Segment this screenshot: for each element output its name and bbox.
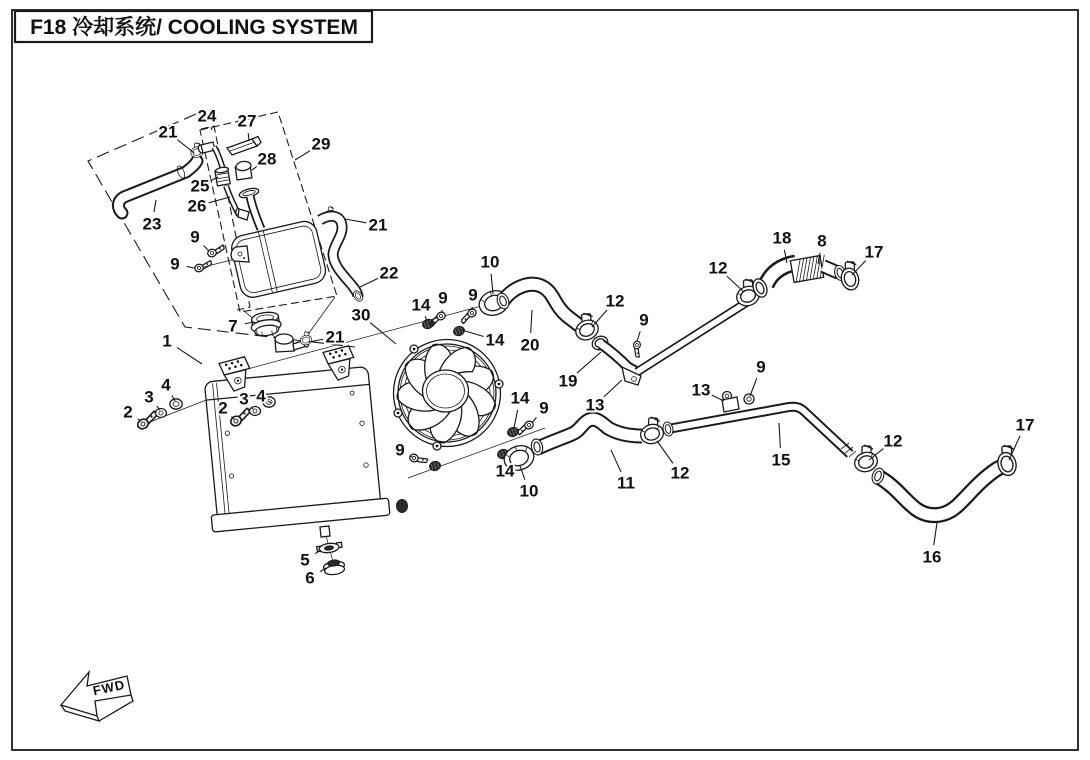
part-callout-24: 24 <box>197 106 217 126</box>
drain-washer <box>316 542 342 554</box>
part-callout-3: 3 <box>239 389 249 409</box>
page-title: F18 冷却系统/ COOLING SYSTEM <box>30 16 358 39</box>
leader-line <box>295 150 311 160</box>
part-callout-16: 16 <box>922 547 942 567</box>
leader-line <box>462 330 484 337</box>
leader-line <box>779 423 780 448</box>
leader-line <box>252 408 253 409</box>
part-callout-1: 1 <box>162 331 172 351</box>
part-callout-17: 17 <box>864 242 884 262</box>
part-callout-3: 3 <box>144 387 154 407</box>
leader-line <box>604 380 622 397</box>
part-callout-12: 12 <box>670 463 690 483</box>
leader-line <box>252 166 257 170</box>
part-callout-21: 21 <box>368 215 388 235</box>
leader-line <box>187 266 194 268</box>
part-callout-20: 20 <box>520 335 540 355</box>
part-callout-14: 14 <box>411 295 431 315</box>
radiator-cap <box>249 311 282 338</box>
part-callout-10: 10 <box>519 481 539 501</box>
leader-line <box>592 310 607 327</box>
part-callout-27: 27 <box>237 111 257 131</box>
part-callout-29: 29 <box>311 134 331 154</box>
fan-hub <box>423 370 469 412</box>
part-callout-14: 14 <box>510 388 530 408</box>
leader-line <box>370 323 396 344</box>
part-callout-22: 22 <box>379 263 399 283</box>
part-callout-10: 10 <box>480 252 500 272</box>
reservoir-assembly <box>118 134 364 347</box>
leader-line <box>360 278 378 287</box>
part-callout-7: 7 <box>228 316 238 336</box>
leader-line <box>611 450 621 472</box>
part-callout-8: 8 <box>817 231 827 251</box>
radiator <box>198 334 407 532</box>
leader-line <box>209 197 230 203</box>
leader-line <box>637 331 640 341</box>
part-callout-12: 12 <box>708 258 728 278</box>
leader-line <box>345 219 366 223</box>
inlet-elbow-assembly <box>750 255 863 299</box>
part-callout-13: 13 <box>585 395 605 415</box>
part-callout-9: 9 <box>438 288 448 308</box>
outlet-pipe-19 <box>601 276 762 385</box>
bypass-hose-16 <box>870 443 1021 515</box>
part-callout-9: 9 <box>190 227 200 247</box>
part-callout-9: 9 <box>468 285 478 305</box>
leader-line <box>657 441 673 463</box>
part-callout-26: 26 <box>187 196 207 216</box>
strip-27 <box>227 137 261 156</box>
leader-line <box>577 352 601 373</box>
part-callout-13: 13 <box>691 380 711 400</box>
fwd-label: FWD <box>91 676 127 699</box>
part-callout-9: 9 <box>756 357 766 377</box>
part-callout-9: 9 <box>170 254 180 274</box>
part-callout-19: 19 <box>558 371 578 391</box>
part-callout-9: 9 <box>395 440 405 460</box>
part-callout-2: 2 <box>218 398 228 418</box>
part-callout-15: 15 <box>771 450 791 470</box>
leader-line <box>203 245 209 251</box>
leader-line <box>934 523 937 545</box>
part-callout-12: 12 <box>605 291 625 311</box>
part-callout-17: 17 <box>1015 415 1035 435</box>
leader-line <box>177 140 194 153</box>
part-callout-9: 9 <box>539 398 549 418</box>
leader-line <box>177 348 202 364</box>
leader-line <box>532 417 537 423</box>
part-callout-25: 25 <box>190 176 210 196</box>
part-callout-12: 12 <box>883 431 903 451</box>
leader-line <box>514 410 518 428</box>
part-callout-9: 9 <box>639 310 649 330</box>
part-callout-21: 21 <box>158 122 178 142</box>
fwd-arrow <box>61 672 133 721</box>
valve-25 <box>215 166 230 186</box>
part-callout-4: 4 <box>256 386 266 406</box>
part-callout-11: 11 <box>617 473 635 493</box>
cap-28 <box>235 161 252 180</box>
part-callout-4: 4 <box>161 375 171 395</box>
part-callout-2: 2 <box>123 402 133 422</box>
part-callout-28: 28 <box>257 149 277 169</box>
part-callout-5: 5 <box>300 550 310 570</box>
page-border <box>12 10 1078 750</box>
cooling-fan <box>394 340 504 451</box>
hose-clamp-17 <box>837 259 863 292</box>
lower-hose-port <box>397 500 408 513</box>
leader-line <box>750 378 757 396</box>
drain-fitting <box>316 526 345 576</box>
leader-line <box>531 310 532 333</box>
part-callout-14: 14 <box>485 330 505 350</box>
drain-plug <box>323 559 346 576</box>
nut-9 <box>744 394 754 404</box>
part-callout-21: 21 <box>325 327 345 347</box>
tank-bracket <box>231 246 249 262</box>
part-callout-6: 6 <box>305 568 315 588</box>
leader-line <box>727 276 744 292</box>
part-callout-18: 18 <box>772 228 792 248</box>
leader-line <box>154 200 156 212</box>
part-callout-14: 14 <box>495 461 515 481</box>
part-callout-23: 23 <box>142 214 162 234</box>
part-callout-30: 30 <box>351 305 371 325</box>
